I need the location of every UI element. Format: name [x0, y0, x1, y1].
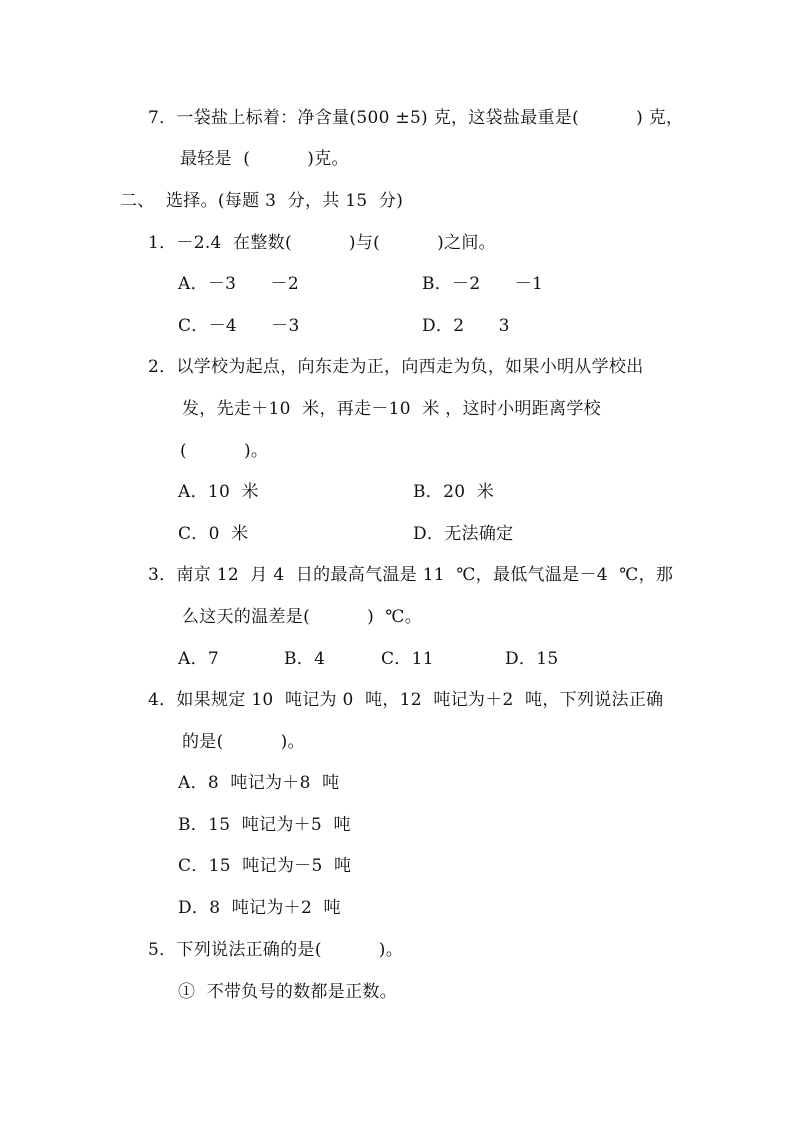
- q3-option-a: A．7: [178, 649, 219, 669]
- q1-option-a: A．－3 －2: [178, 274, 299, 294]
- q5-stem: 5．下列说法正确的是( )。: [148, 940, 404, 960]
- q2-line2: 发，先走＋10 米，再走－10 米 ，这时小明距离学校: [182, 399, 601, 419]
- q1-option-d: D．2 3: [422, 316, 510, 336]
- q3-line1: 3．南京 12 月 4 日的最高气温是 11 ℃，最低气温是－4 ℃，那: [148, 565, 674, 585]
- q5-item-1: ① 不带负号的数都是正数。: [178, 982, 398, 1002]
- q3-option-d: D．15: [505, 649, 559, 669]
- section-title: 二、 选择。(每题 3 分，共 15 分): [120, 191, 404, 211]
- q1-stem: 1．－2.4 在整数( )与( )之间。: [148, 233, 496, 253]
- q4-option-d: D．8 吨记为＋2 吨: [178, 898, 341, 918]
- q4-option-b: B．15 吨记为＋5 吨: [178, 815, 351, 835]
- q3-option-c: C．11: [381, 649, 434, 669]
- q7-line2: 最轻是 ( )克。: [180, 149, 349, 169]
- q2-line3: ( )。: [180, 441, 269, 461]
- q4-line2: 的是( )。: [182, 732, 305, 752]
- q2-option-d: D．无法确定: [413, 524, 514, 544]
- q1-option-c: C．－4 －3: [178, 316, 300, 336]
- q3-line2: 么这天的温差是( ) ℃。: [182, 607, 423, 627]
- q1-option-b: B．－2 －1: [422, 274, 544, 294]
- q2-option-a: A．10 米: [178, 482, 259, 502]
- q2-option-b: B．20 米: [413, 482, 495, 502]
- q4-line1: 4．如果规定 10 吨记为 0 吨，12 吨记为＋2 吨，下列说法正确: [148, 690, 664, 710]
- q2-line1: 2．以学校为起点，向东走为正，向西走为负，如果小明从学校出: [148, 357, 644, 377]
- q3-option-b: B．4: [284, 649, 326, 669]
- q2-option-c: C．0 米: [178, 524, 249, 544]
- q4-option-c: C．15 吨记为－5 吨: [178, 856, 352, 876]
- q4-option-a: A．8 吨记为＋8 吨: [178, 773, 340, 793]
- q7-line1: 7．一袋盐上标着：净含量(500 ±5) 克，这袋盐最重是( ) 克，: [148, 108, 684, 128]
